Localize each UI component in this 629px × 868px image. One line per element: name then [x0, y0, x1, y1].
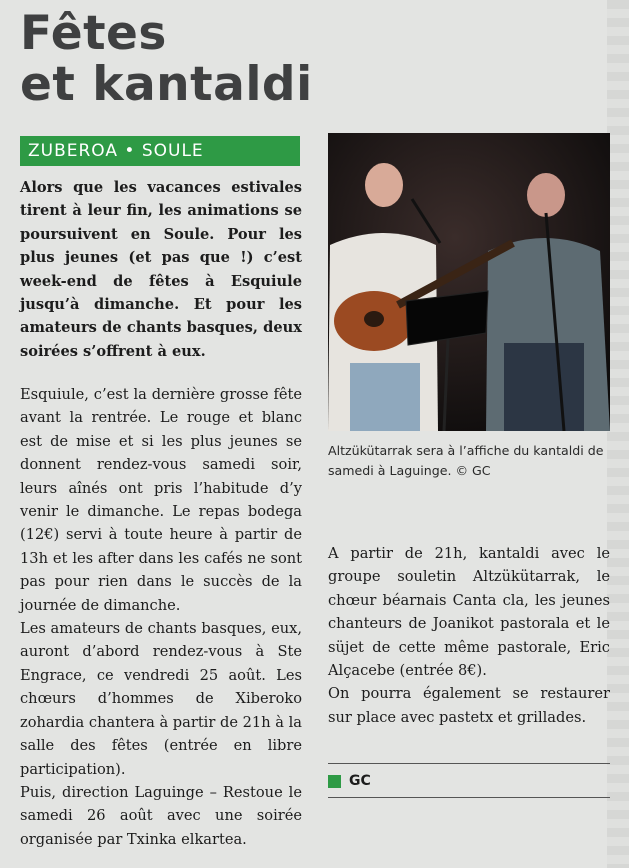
article-title — [20, 8, 320, 110]
author-signature — [328, 771, 371, 791]
adjacent-page-bleed — [607, 0, 629, 868]
article-lead — [20, 176, 302, 363]
signature-square-icon — [328, 775, 341, 788]
body-paragraph-1: Esquiule, c’est la dernière grosse fête avant la rentrée. Le rouge et blanc est de mise et si les plus jeunes se donnent rendez-vous samedi soir, leurs aînés ont pris l’habitude d’y venir le dimanche. Le repas bodega (12€) servi à toute heure à partir de 13h et les after dans les cafés ne sont pas pour rien dans le succès de la journée de dimanche. — [20, 386, 302, 614]
body-paragraph-4: A partir de 21h, kantaldi avec le groupe souletin Altzükütarrak, le chœur béarnais Canta cla, les jeunes chanteurs de Joanikot pastorala et le süjet de cette même pastorale, Eric Alçacebe (entrée 8€). — [328, 545, 610, 680]
signature-rule-bottom — [328, 797, 610, 798]
article-photo — [328, 133, 610, 431]
signature-rule-top — [328, 763, 610, 764]
lead-paragraph: Alors que les vacances estivales tirent à leur fin, les animations se poursuivent en Soule. Pour les plus jeunes (et pas que !) c’est week-end de fêtes à Esquiule jusqu’à dimanche. Et pour les amateurs de chants basques, deux soirées s’offrent à eux. — [20, 179, 302, 360]
article-column-right — [328, 542, 610, 729]
body-paragraph-3: Puis, direction Laguinge – Restoue le samedi 26 août avec une soirée organisée par Txinka elkartea. — [20, 783, 302, 848]
title-line-2: et kantaldi — [20, 57, 313, 112]
author-initials: GC — [349, 773, 371, 789]
article-column-left — [20, 383, 302, 851]
section-rubric: ZUBEROA • SOULE — [20, 136, 300, 166]
body-paragraph-2: Les amateurs de chants basques, eux, auront d’abord rendez-vous à Ste Engrace, ce vendredi 25 août. Les chœurs d’hommes de Xiberoko zohardia chantera à partir de 21h à la salle des fêtes (entrée en libre participation). — [20, 620, 302, 778]
body-paragraph-5: On pourra également se restaurer sur place avec pastetx et grillades. — [328, 685, 610, 726]
singers-photo-illustration — [328, 133, 610, 431]
photo-caption: Altzükütarrak sera à l’affiche du kantaldi de samedi à Laguinge. © GC — [328, 443, 604, 478]
title-line-1: Fêtes — [20, 6, 167, 61]
